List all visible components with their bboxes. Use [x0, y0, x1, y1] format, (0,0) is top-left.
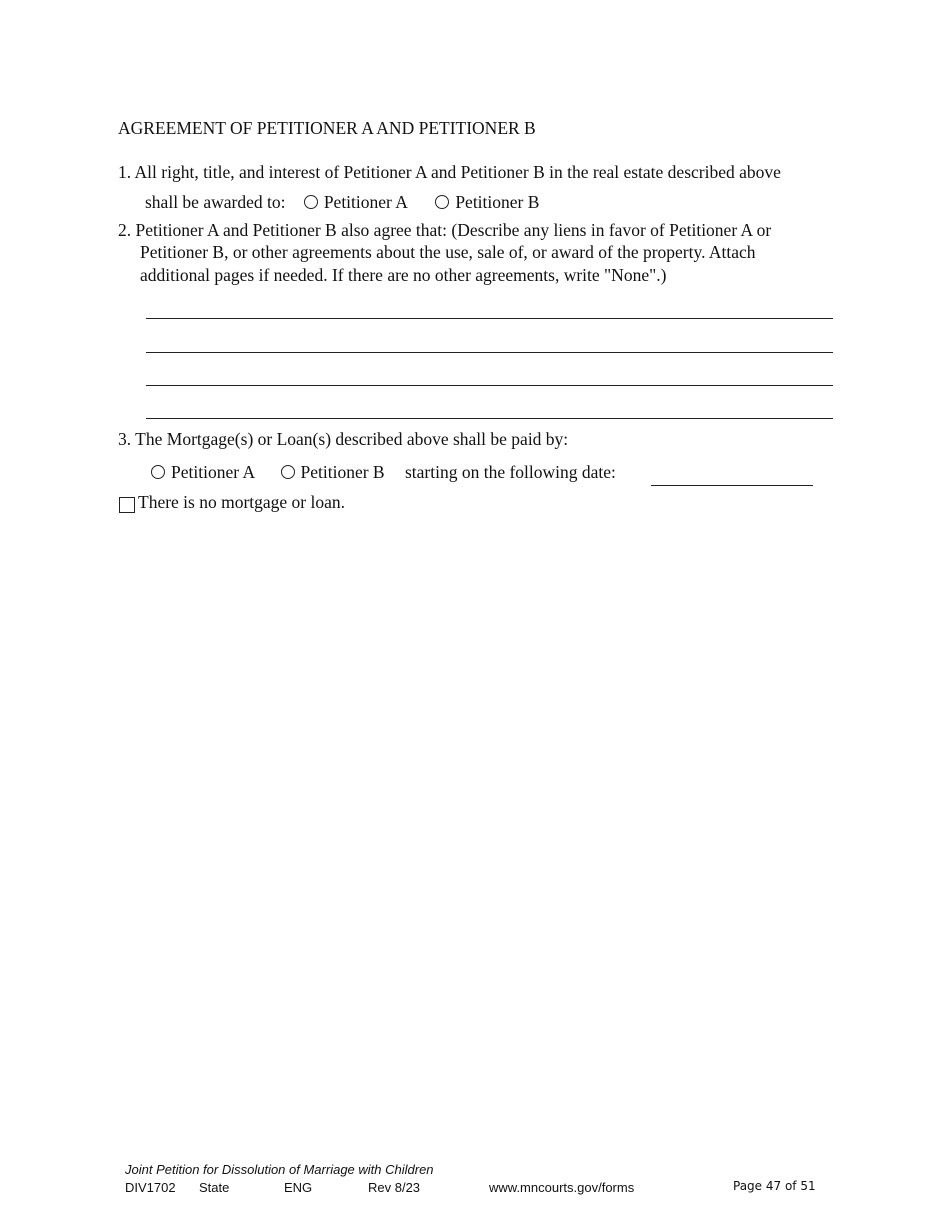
radio-icon[interactable] — [435, 195, 449, 209]
item1-award-row — [145, 192, 539, 213]
item1-radio-petitioner-b[interactable]: Petitioner B — [435, 192, 539, 212]
footer-page-number: Page 47 of 51 — [733, 1179, 816, 1193]
footer-url[interactable]: www.mncourts.gov/forms — [489, 1180, 635, 1195]
agreement-input-line-4[interactable] — [146, 418, 833, 419]
item3-payer-row — [151, 462, 616, 483]
agreement-input-line-2[interactable] — [146, 352, 833, 353]
footer-revision: Rev 8/23 — [368, 1180, 421, 1195]
no-mortgage-label: There is no mortgage or loan. — [138, 492, 346, 512]
start-date-input[interactable] — [651, 485, 813, 486]
item3-radio-petitioner-b[interactable]: Petitioner B — [281, 462, 385, 482]
item3-radio-petitioner-a[interactable]: Petitioner A — [151, 462, 254, 482]
no-mortgage-checkbox[interactable] — [119, 497, 135, 513]
radio-icon[interactable] — [281, 465, 295, 479]
radio-icon[interactable] — [151, 465, 165, 479]
agreement-input-line-1[interactable] — [146, 318, 833, 319]
item3-text: 3. The Mortgage(s) or Loan(s) described above shall be paid by: — [118, 429, 569, 449]
item2-text-1: 2. Petitioner A and Petitioner B also agree that: (Describe any liens in favor of Petitioner A or — [118, 220, 772, 240]
start-date-label: starting on the following date: — [404, 462, 616, 482]
footer-language: ENG — [284, 1180, 313, 1195]
footer-jurisdiction: State — [199, 1180, 230, 1195]
item2-text-3: additional pages if needed. If there are no other agreements, write "None".) — [140, 265, 667, 285]
footer-title: Joint Petition for Dissolution of Marriage with Children — [125, 1162, 434, 1177]
item1-award-label: shall be awarded to: — [145, 192, 286, 212]
item2-text-2: Petitioner B, or other agreements about the use, sale of, or award of the property. Attach — [140, 242, 756, 262]
section-heading: AGREEMENT OF PETITIONER A AND PETITIONER B — [118, 118, 536, 138]
item1-text: 1. All right, title, and interest of Petitioner A and Petitioner B in the real estate described above — [118, 162, 781, 182]
item1-radio-petitioner-a[interactable]: Petitioner A — [304, 192, 407, 212]
radio-icon[interactable] — [304, 195, 318, 209]
agreement-input-line-3[interactable] — [146, 385, 833, 386]
footer-form-id: DIV1702 — [125, 1180, 176, 1195]
